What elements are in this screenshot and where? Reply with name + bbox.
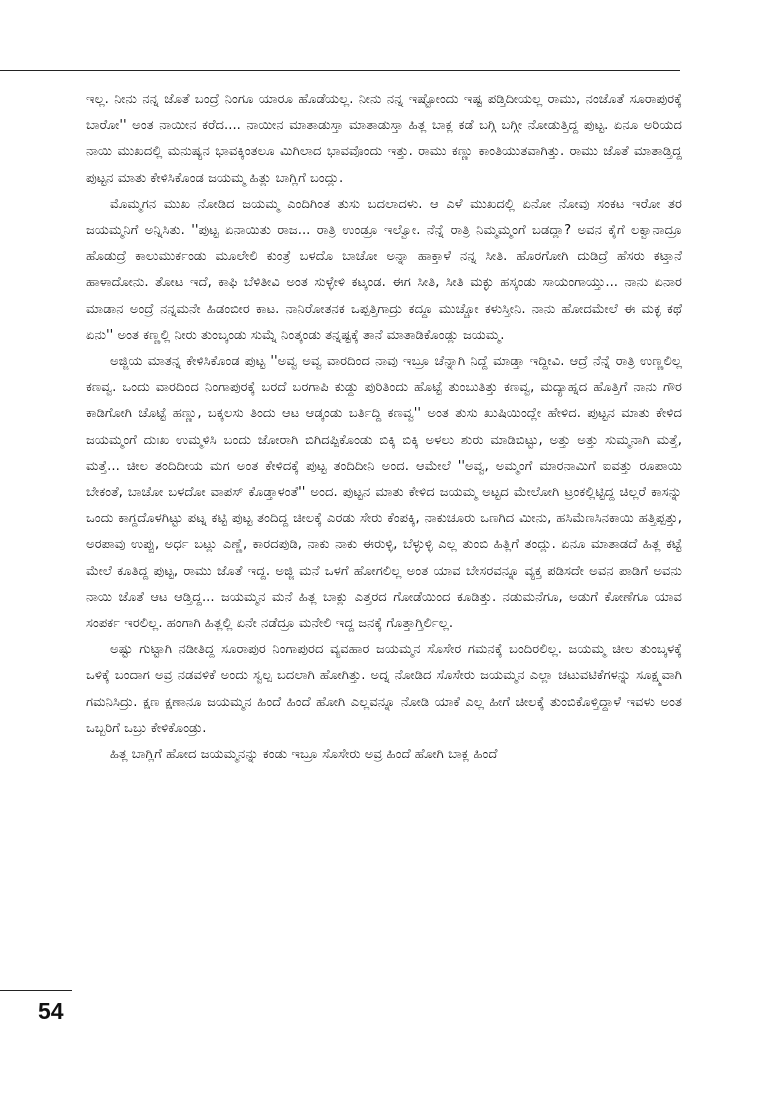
page-number: 54 xyxy=(38,998,64,1024)
body-text xyxy=(86,87,682,768)
header-rule xyxy=(0,70,680,71)
paragraph: ಇಲ್ಲ. ನೀನು ನನ್ನ ಜೊತೆ ಬಂದ್ರೆ ನಿಂಗೂ ಯಾರೂ ಹೊಡೆಯಲ್ಲ. ನೀನು ನನ್ನ ಇಷ್ಟೋಂದು ಇಷ್ಟ ಪಡ್ತಿದೀಯಲ್ಲ ರಾಮು, ನಂಜೊತೆ ಸೂರಾಪುರಕ್ಕೆ ಬಾರೋ'' ಅಂತ ನಾಯೀನ ಕರೆದ.... ನಾಯೀನ ಮಾತಾಡುಸ್ತಾ ಮಾತಾಡುಸ್ತಾ ಹಿತ್ಲ ಬಾಕ್ಲ ಕಡೆ ಬಗ್ಗಿ ಬಗ್ಗೀ ನೋಡುತ್ತಿದ್ದ ಪುಟ್ಟ. ಏನೂ ಅರಿಯದ ನಾಯಿ ಮುಖದಲ್ಲಿ ಮನುಷ್ಯನ ಭಾವಕ್ಕಿಂತಲೂ ಮಿಗಿಲಾದ ಭಾವವೊಂದು ಇತ್ತು. ರಾಮು ಕಣ್ಣು ಕಾಂತಿಯುತವಾಗಿತ್ತು. ರಾಮು ಜೊತೆ ಮಾತಾಡ್ತಿದ್ದ ಪುಟ್ಟನ ಮಾತು ಕೇಳಿಸಿಕೊಂಡ ಜಯಮ್ಮ ಹಿತ್ಲು ಬಾಗ್ಲಿಗೆ ಬಂದ್ಲು. xyxy=(86,92,682,186)
paragraph: ಅಷ್ಟು ಗುಟ್ಟಾಗಿ ನಡೀತಿದ್ದ ಸೂರಾಪುರ ನಿಂಗಾಪುರದ ವ್ಯವಹಾರ ಜಯಮ್ಮನ ಸೊಸೇರ ಗಮನಕ್ಕೆ ಬಂದಿರಲಿಲ್ಲ. ಜಯಮ್ಮ ಚೀಲ ತುಂಬ್ಕಳಕ್ಕೆ ಒಳಿಕ್ಕೆ ಬಂದಾಗ ಅವ್ರ ನಡವಳಿಕೆ ಅಂದು ಸ್ವಲ್ಪ ಬದಲಾಗಿ ಹೋಗಿತ್ತು. ಅದ್ನ ನೋಡಿದ ಸೊಸೇರು ಜಯಮ್ಮನ ಎಲ್ಲಾ ಚಟುವಟಿಕೆಗಳನ್ನು ಸೂಕ್ಷ್ಮವಾಗಿ ಗಮನಿಸಿದ್ರು. ಕ್ಷಣ ಕ್ಷಣಾನೂ ಜಯಮ್ಮನ ಹಿಂದೆ ಹಿಂದೆ ಹೋಗಿ ಎಲ್ಲವನ್ನೂ ನೋಡಿ ಯಾಕೆ ಎಲ್ಲ ಹೀಗೆ ಚೀಲಕ್ಕೆ ತುಂಬಿಕೊಳ್ತಿದ್ದಾಳೆ ಇವಳು ಅಂತ ಒಬ್ಬರಿಗೆ ಒಬ್ರು ಕೇಳಿಕೊಂಡ್ರು. xyxy=(86,642,682,736)
paragraph: ಮೊಮ್ಮಗನ ಮುಖ ನೋಡಿದ ಜಯಮ್ಮ ಎಂದಿಗಿಂತ ತುಸು ಬದಲಾದಳು. ಆ ಎಳೆ ಮುಖದಲ್ಲಿ ಏನೋ ನೋವು ಸಂಕಟ ಇರೋ ತರ ಜಯಮ್ಮನಿಗೆ ಅನ್ನಿಸಿತು. ''ಪುಟ್ಟ ಏನಾಯಿತು ರಾಜ... ರಾತ್ರಿ ಉಂಡ್ರೂ ಇಲ್ವೋ. ನೆನ್ನೆ ರಾತ್ರಿ ನಿಮ್ಮಮ್ಮಂಗೆ ಬಡದ್ಲಾ? ಅವನ ಕೈಗೆ ಲಕ್ವಾನಾದ್ರೂ ಹೊಡುದ್ರೆ ಕಾಲುಮುರ್ಕಂಡು ಮೂಲೇಲಿ ಕುಂತ್ರೆ ಬಳದೊ ಬಾಚೋ ಅನ್ನಾ ಹಾಕ್ತಾಳೆ ನನ್ನ ಸೀತಿ. ಹೊರಗೋಗಿ ದುಡಿದ್ರೆ ಹೆಸರು ಕಟ್ತಾನೆ ಹಾಳಾದೋನು. ತೋಟ ಇದೆ, ಕಾಫಿ ಬೆಳಿತೀವಿ ಅಂತ ಸುಳ್ಳೇಳಿ ಕಟ್ಕಂಡ. ಈಗ ಸೀತಿ, ಸೀತಿ ಮಕ್ಳು ಹಸ್ಕಂಡು ಸಾಯಂಗಾಯ್ತು... ನಾನು ಏನಾರ ಮಾಡಾನ ಅಂದ್ರೆ ನನ್ನಮನೇ ಹಿಡಂಬೀರ ಕಾಟ. ನಾನಿರೋತನಕ ಒಪ್ಪತ್ತಿಗಾದ್ರು ಕದ್ದೂ ಮುಚ್ಚೋ ಕಳುಸ್ತೀನಿ. ನಾನು ಹೋದಮೇಲೆ ಈ ಮಕ್ಳ ಕಥೆ ಏನು'' ಅಂತ ಕಣ್ಣಲ್ಲಿ ನೀರು ತುಂಬ್ಕಂಡು ಸುಮ್ನೆ ನಿಂತ್ಕಂಡು ತನ್ನಷ್ಟಕ್ಕೆ ತಾನೆ ಮಾತಾಡಿಕೊಂಡ್ಲು ಜಯಮ್ಮ. xyxy=(86,196,682,343)
paragraph: ಹಿತ್ಲ ಬಾಗ್ಲಿಗೆ ಹೋದ ಜಯಮ್ಮನನ್ನು ಕಂಡು ಇಬ್ರೂ ಸೊಸೇರು ಅವ್ರ ಹಿಂದೆ ಹೋಗಿ ಬಾಕ್ಲ ಹಿಂದೆ xyxy=(110,747,498,763)
footer-rule xyxy=(0,990,72,991)
paragraph: ಅಜ್ಜಿಯ ಮಾತನ್ನ ಕೇಳಿಸಿಕೊಂಡ ಪುಟ್ಟ ''ಅವ್ವ ಅವ್ವ ವಾರದಿಂದ ನಾವು ಇಬ್ರೂ ಚೆನ್ನಾಗಿ ನಿದ್ದೆ ಮಾಡ್ತಾ ಇದ್ದೀವಿ. ಆದ್ರೆ ನೆನ್ನೆ ರಾತ್ರಿ ಉಣ್ಣಲಿಲ್ಲ ಕಣವ್ವ. ಒಂದು ವಾರದಿಂದ ನಿಂಗಾಪುರಕ್ಕೆ ಬರದೆ ಬರಗಾಪಿ ಕುಡ್ದು ಪುರಿತಿಂದು ಹೊಟ್ಟೆ ತುಂಬುತಿತ್ತು ಕಣವ್ವ, ಮದ್ಯಾಹ್ನದ ಹೊತ್ತಿಗೆ ನಾನು ಗೌರ ಕಾಡಿಗೋಗಿ ಚೊಟ್ಟೆ ಹಣ್ಣು, ಬಕ್ಕಲಸು ತಿಂದು ಆಟ ಆಡ್ಕಂಡು ಬರ್ತಿದ್ದಿ ಕಣವ್ವ'' ಅಂತ ತುಸು ಖುಷಿಯಿಂದ್ಲೇ ಹೇಳಿದ. ಪುಟ್ಟನ ಮಾತು ಕೇಳಿದ ಜಯಮ್ಮಂಗೆ ದುಃಖ ಉಮ್ಮಳಿಸಿ ಬಂದು ಜೋರಾಗಿ ಬಿಗಿದಪ್ಪಿಕೊಂಡು ಬಿಕ್ಕಿ ಬಿಕ್ಕಿ ಅಳಲು ಶುರು ಮಾಡಿಬಿಟ್ಟು, ಅತ್ತು ಅತ್ತು ಸುಮ್ಮನಾಗಿ ಮತ್ತೆ, ಮತ್ತೆ... ಚೀಲ ತಂದಿದೀಯ ಮಗ ಅಂತ ಕೇಳಿದಕ್ಕೆ ಪುಟ್ಟ ತಂದಿದೀನಿ ಅಂದ. ಆಮೇಲೆ ''ಅವ್ವ, ಅಮ್ಮಂಗೆ ಮಾರನಾಮಿಗೆ ಐವತ್ತು ರೂಪಾಯಿ ಬೇಕಂತೆ, ಬಾಚೋ ಬಳದೋ ವಾಪಸ್ ಕೊಡ್ತಾಳಂತೆ'' ಅಂದ. ಪುಟ್ಟನ ಮಾತು ಕೇಳಿದ ಜಯಮ್ಮ ಅಟ್ಟದ ಮೇಲೋಗಿ ಟ್ರಂಕಲ್ಲಿಟ್ಟಿದ್ದ ಚಿಲ್ಲರೆ ಕಾಸನ್ನು ಒಂದು ಕಾಗ್ದದೊಳಗಿಟ್ಟು ಪಟ್ನ ಕಟ್ಟಿ ಪುಟ್ಟ ತಂದಿದ್ದ ಚೀಲಕ್ಕೆ ಎರಡು ಸೇರು ಕೆಂಪಕ್ಕಿ, ನಾಕುಚೂರು ಒಣಗಿದ ಮೀನು, ಹಸಿಮೆಣಸಿನಕಾಯಿ ಹತ್ತಿಪ್ಪತ್ತು, ಅರಪಾವು ಉಪ್ಪು, ಅರ್ಧ ಬಟ್ಲು ಎಣ್ಣೆ, ಕಾರದಪುಡಿ, ನಾಕು ನಾಕು ಈರುಳ್ಳಿ, ಬೆಳ್ಳುಳ್ಳಿ ಎಲ್ಲ ತುಂಬಿ ಹಿತ್ಲಿಗೆ ತಂದ್ಲು. ಏನೂ ಮಾತಾಡದೆ ಹಿತ್ಲ ಕಟ್ಟೆ ಮೇಲೆ ಕೂತಿದ್ದ ಪುಟ್ಟ, ರಾಮು ಜೊತೆ ಇದ್ದ. ಅಜ್ಜಿ ಮನೆ ಒಳಗೆ ಹೋಗಲಿಲ್ಲ ಅಂತ ಯಾವ ಬೇಸರವನ್ನೂ ವ್ಯಕ್ತ ಪಡಿಸದೇ ಅವನ ಪಾಡಿಗೆ ಅವನು ನಾಯಿ ಜೊತೆ ಆಟ ಆಡ್ತಿದ್ದ... ಜಯಮ್ಮನ ಮನೆ ಹಿತ್ಲ ಬಾಕ್ಲು ಎತ್ತರದ ಗೋಡೆಯಿಂದ ಕೂಡಿತ್ತು. ನಡುಮನೆಗೂ, ಅಡುಗೆ ಕೋಣೆಗೂ ಯಾವ ಸಂಪರ್ಕ ಇರಲಿಲ್ಲ. ಹಂಗಾಗಿ ಹಿತ್ಲಲ್ಲಿ ಏನೇ ನಡೆದ್ರೂ ಮನೇಲಿ ಇದ್ದ ಜನಕ್ಕೆ ಗೊತ್ತಾಗ್ತಿರ್ಲಿಲ್ಲ. xyxy=(86,354,682,632)
